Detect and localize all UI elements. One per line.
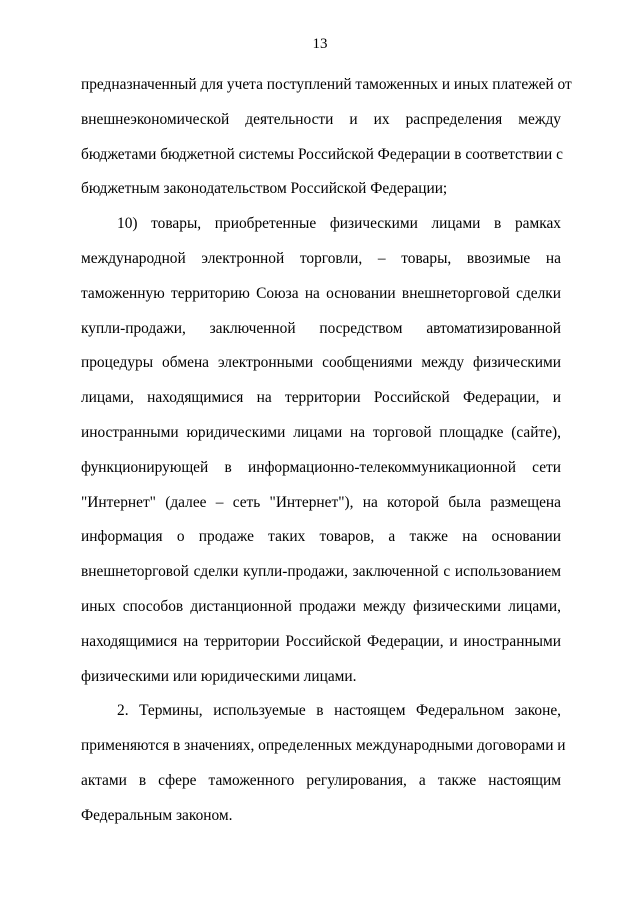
page-number: 13 xyxy=(312,36,328,52)
text-line: "Интернет" (далее – сеть "Интернет"), на которой была размещена xyxy=(81,493,561,511)
text-line: процедуры обмена электронными сообщениями между физическими xyxy=(81,354,561,372)
text-line: лицами, находящимися на территории Российской Федерации, и xyxy=(81,389,561,407)
text-line: находящимися на территории Российской Федерации, и иностранными xyxy=(81,632,561,650)
text-line: актами в сфере таможенного регулирования, а также настоящим xyxy=(81,771,561,789)
text-line: Федеральным законом. xyxy=(81,806,233,824)
text-line: бюджетным законодательством Российской Федерации; xyxy=(81,180,448,198)
paragraph-item-10 xyxy=(81,207,561,694)
text-line: применяются в значениях, определенных международными договорами и xyxy=(81,737,566,755)
text-line: 2. Термины, используемые в настоящем Федеральном законе, xyxy=(117,702,561,720)
text-line: информация о продаже таких товаров, а также на основании xyxy=(81,528,561,546)
text-line: физическими или юридическими лицами. xyxy=(81,667,357,685)
text-line: иных способов дистанционной продажи между физическими лицами, xyxy=(81,597,561,615)
text-line: функционирующей в информационно-телекоммуникационной сети xyxy=(81,458,561,476)
text-line: таможенную территорию Союза на основании внешнеторговой сделки xyxy=(81,284,561,302)
text-line: 10) товары, приобретенные физическими лицами в рамках xyxy=(117,215,561,233)
paragraph-section-2 xyxy=(81,694,566,833)
text-line: иностранными юридическими лицами на торговой площадке (сайте), xyxy=(81,423,561,441)
text-line: внешнеэкономической деятельности и их распределения между xyxy=(81,110,561,128)
text-line: бюджетами бюджетной системы Российской Федерации в соответствии с xyxy=(81,145,563,163)
document-body xyxy=(81,68,572,834)
text-line: международной электронной торговли, – товары, ввозимые на xyxy=(81,249,561,267)
text-line: купли-продажи, заключенной посредством автоматизированной xyxy=(81,319,561,337)
paragraph-continuation xyxy=(81,68,572,207)
text-line: предназначенный для учета поступлений таможенных и иных платежей от xyxy=(81,76,572,93)
text-line: внешнеторговой сделки купли-продажи, заключенной с использованием xyxy=(81,563,561,581)
